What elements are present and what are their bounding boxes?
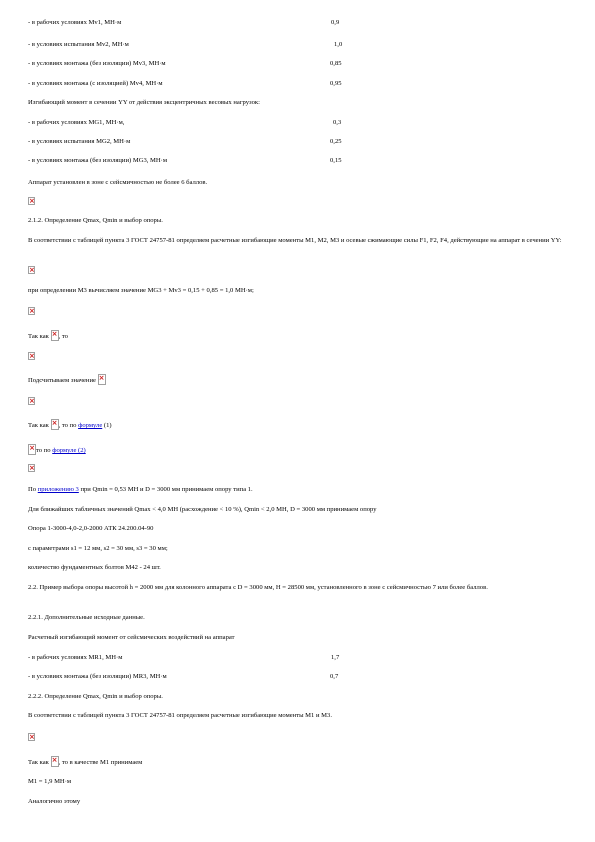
formula-image-icon [28, 397, 35, 406]
to-po-text: , то по [58, 422, 77, 429]
formula-1-number: (1) [102, 422, 112, 429]
formula-1-link[interactable]: формуле [78, 422, 103, 429]
row-mv2-value: 1,0 [334, 41, 343, 48]
formula-image-icon [28, 464, 35, 473]
tak-kak-text: Так как [28, 759, 49, 766]
to-po-line [28, 444, 86, 455]
tak-kak-line-2 [28, 419, 112, 430]
row-mv4-label: - в условиях монтажа (с изоляцией) Mv4, МН·м [28, 80, 163, 87]
tak-kak-text: Так как [28, 422, 49, 429]
appendix-3-link[interactable]: приложению 3 [37, 486, 79, 493]
row-mg3-label: - в условиях монтажа (без изоляции) MG3, МН·м [28, 157, 168, 164]
formula-image-icon [28, 266, 35, 275]
params-line: с параметрами s1 = 12 мм, s2 = 30 мм, s3 = 30 мм; [28, 545, 168, 552]
to-text: , то [58, 333, 68, 340]
tak-kak-line-1 [28, 330, 68, 341]
row-mv2-label: - в условиях испытания Mv2, МН·м [28, 41, 129, 48]
row-mv1-value: 0,9 [331, 19, 340, 26]
section-22-heading: 2.2. Пример выбора опоры высотой h = 2000 мм для колонного аппарата с D = 3000 мм, H = 28500 мм, установленного в зоне с сейсмичностью 7 или более баллов. [28, 584, 488, 591]
row-mr3-value: 0,7 [330, 673, 339, 680]
to-v-kachestve-text: , то в качестве M1 принимаем [58, 759, 143, 766]
row-mg1-value: 0,3 [333, 119, 342, 126]
row-mv4-value: 0,95 [330, 80, 342, 87]
m1-value-line: M1 = 1,9 МН·м [28, 778, 72, 785]
analogichno-line: Аналогично этому [28, 798, 81, 805]
section-212-heading: 2.1.2. Определение Qmax, Qmin и выбор опоры. [28, 217, 163, 224]
formula-image-icon [28, 733, 35, 742]
row-mr3-label: - в условиях монтажа (без изоляции) MR3, МН·м [28, 673, 167, 680]
bolts-line: количество фундаментных болтов М42 - 24 шт. [28, 564, 161, 571]
podschityvaem-text: Подсчитываем значение [28, 377, 96, 384]
gost-paragraph-2: В соответствии с таблицей пункта 3 ГОСТ 24757-81 определяем расчетные изгибающие моменты M1 и M3. [28, 712, 332, 719]
section-221-heading: 2.2.1. Дополнительные исходные данные. [28, 614, 145, 621]
appendix-text: при Qmin = 0,53 МН и D = 3000 мм принимаем опору типа 1. [78, 486, 253, 493]
row-mg2-value: 0,25 [330, 138, 342, 145]
row-mr1-label: - в рабочих условиях MR1, МН·м [28, 654, 123, 661]
nearest-values-paragraph: Для ближайших табличных значений Qmax < 4,0 МН (расхождение < 10 %), Qmin < 2,0 МН, D = 3000 мм принимаем опору [28, 506, 377, 513]
to-po-text-2: то по [36, 447, 51, 454]
formula-image-icon [51, 756, 59, 767]
row-mg2-label: - в условиях испытания MG2, МН·м [28, 138, 131, 145]
row-mv1-label: - в рабочих условиях Mv1, МН·м [28, 19, 122, 26]
appendix-line [28, 486, 253, 494]
seismic-moment-line: Расчетный изгибающий момент от сейсмических воздействий на аппарат [28, 634, 235, 641]
gost-paragraph: В соответствии с таблицей пункта 3 ГОСТ 24757-81 определяем расчетные изгибающие моменты M1, M2, M3 и осевые сжимающие силы F1, F2, F4, действующие на аппарат в сечении YY: [28, 237, 562, 244]
formula-2-link[interactable]: формуле (2) [52, 447, 86, 454]
support-name: Опора 1-3000-4,0-2,0-2000 АТК 24.200.04-90 [28, 525, 154, 532]
m3-paragraph: при определении M3 вычисляем значение MG3 + Mv3 = 0,15 + 0,85 = 1,0 МН·м; [28, 287, 254, 294]
section-222-heading: 2.2.2. Определение Qmax, Qmin и выбор опоры. [28, 693, 163, 700]
formula-image-icon [51, 419, 59, 430]
tak-kak-line-3 [28, 756, 142, 767]
row-mr1-value: 1,7 [331, 654, 340, 661]
formula-image-icon [51, 330, 59, 341]
formula-image-icon [28, 307, 35, 316]
formula-image-icon [98, 374, 106, 385]
po-text: По [28, 486, 37, 493]
seismic-note: Аппарат установлен в зоне с сейсмичностью не более 6 баллов. [28, 179, 208, 186]
tak-kak-text: Так как [28, 333, 49, 340]
formula-image-icon [28, 352, 35, 361]
row-mg3-value: 0,15 [330, 157, 342, 164]
row-mg1-label: - в рабочих условиях MG1, МН·м, [28, 119, 125, 126]
row-mv3-value: 0,85 [330, 60, 342, 67]
heading-moment: Изгибающий момент в сечении YY от действия эксцентричных весовых нагрузок: [28, 99, 260, 106]
formula-image-icon [28, 444, 36, 455]
row-mv3-label: - в условиях монтажа (без изоляции) Mv3, МН·м [28, 60, 166, 67]
podschityvaem-line [28, 374, 106, 385]
formula-image-icon [28, 197, 35, 206]
